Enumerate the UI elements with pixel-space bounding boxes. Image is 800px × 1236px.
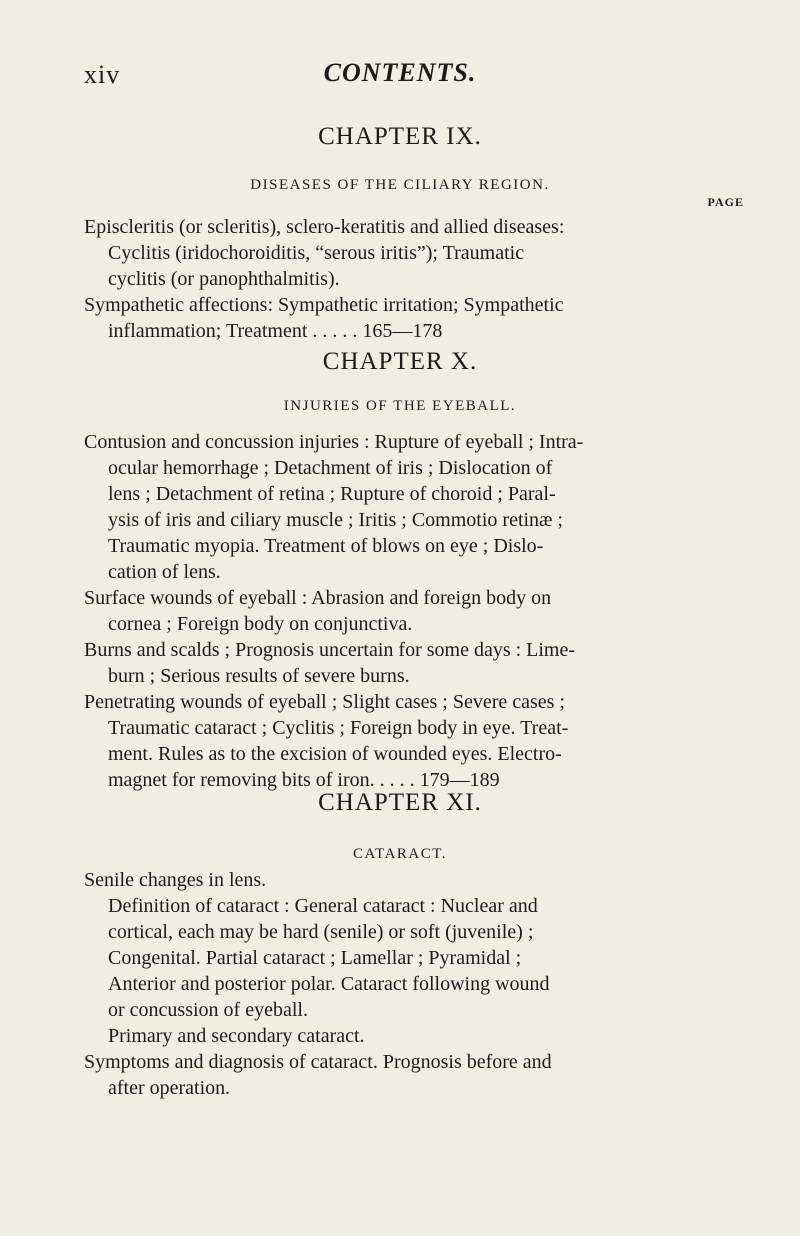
running-title: CONTENTS. bbox=[323, 58, 477, 87]
toc-line: magnet for removing bits of iron. . . . . 179—189 bbox=[108, 769, 500, 791]
toc-line: inflammation; Treatment . . . . . 165—178 bbox=[108, 320, 443, 342]
toc-line: Primary and secondary cataract. bbox=[108, 1025, 365, 1047]
toc-line: Traumatic cataract ; Cyclitis ; Foreign body in eye. Treat- bbox=[108, 717, 569, 739]
toc-line: Sympathetic affections: Sympathetic irritation; Sympathetic bbox=[84, 294, 564, 316]
toc-line: cation of lens. bbox=[108, 561, 221, 583]
toc-line: Contusion and concussion injuries : Rupture of eyeball ; Intra- bbox=[84, 431, 584, 453]
toc-line: cyclitis (or panophthalmitis). bbox=[108, 268, 340, 290]
toc-line: cornea ; Foreign body on conjunctiva. bbox=[108, 613, 413, 635]
toc-line: Penetrating wounds of eyeball ; Slight cases ; Severe cases ; bbox=[84, 691, 565, 713]
toc-line: ment. Rules as to the excision of wounded eyes. Electro- bbox=[108, 743, 562, 765]
toc-line: Anterior and posterior polar. Cataract following wound bbox=[108, 973, 550, 995]
toc-line: ocular hemorrhage ; Detachment of iris ; Dislocation of bbox=[108, 457, 553, 479]
chapter-9-subtitle: DISEASES OF THE CILIARY REGION. bbox=[250, 177, 550, 193]
toc-line: Senile changes in lens. bbox=[84, 869, 267, 891]
toc-line: Burns and scalds ; Prognosis uncertain for some days : Lime- bbox=[84, 639, 576, 661]
toc-line: cortical, each may be hard (senile) or soft (juvenile) ; bbox=[108, 921, 534, 943]
toc-line: or concussion of eyeball. bbox=[108, 999, 308, 1021]
page-number: xiv bbox=[84, 60, 121, 89]
chapter-11-entries bbox=[84, 867, 650, 1101]
toc-line: Surface wounds of eyeball : Abrasion and foreign body on bbox=[84, 587, 552, 609]
chapter-10-subtitle: INJURIES OF THE EYEBALL. bbox=[283, 398, 517, 414]
chapter-9-title: CHAPTER IX. bbox=[318, 123, 482, 150]
toc-line: Cyclitis (iridochoroiditis, “serous iritis”); Traumatic bbox=[108, 242, 525, 264]
toc-line: Symptoms and diagnosis of cataract. Prognosis before and bbox=[84, 1051, 552, 1073]
toc-line: ysis of iris and ciliary muscle ; Iritis ; Commotio retinæ ; bbox=[108, 509, 563, 531]
toc-line: lens ; Detachment of retina ; Rupture of choroid ; Paral- bbox=[108, 483, 556, 505]
chapter-11-subtitle: CATARACT. bbox=[352, 846, 448, 862]
chapter-11-title: CHAPTER XI. bbox=[318, 789, 482, 816]
toc-line: Definition of cataract : General cataract : Nuclear and bbox=[108, 895, 538, 917]
toc-line: after operation. bbox=[108, 1077, 231, 1099]
toc-line: Episcleritis (or scleritis), sclero-keratitis and allied diseases: bbox=[84, 216, 565, 238]
toc-line: Traumatic myopia. Treatment of blows on eye ; Dislo- bbox=[108, 535, 544, 557]
toc-line: Congenital. Partial cataract ; Lamellar ; Pyramidal ; bbox=[108, 947, 522, 969]
chapter-10-title: CHAPTER X. bbox=[322, 348, 478, 375]
chapter-9-entries bbox=[84, 214, 650, 344]
chapter-10-entries bbox=[84, 429, 650, 793]
toc-line: burn ; Serious results of severe burns. bbox=[108, 665, 410, 687]
page-column-label: PAGE bbox=[707, 195, 744, 209]
